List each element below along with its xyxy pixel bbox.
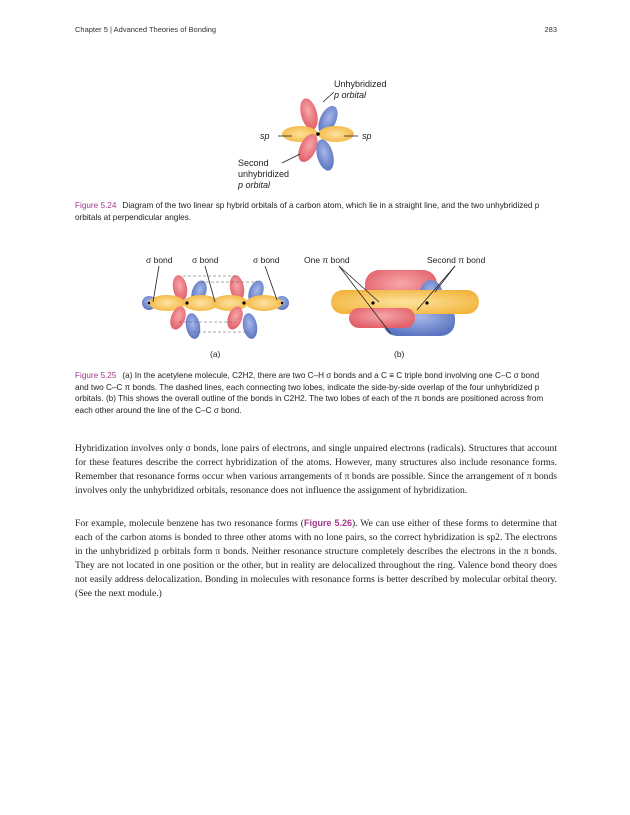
label-a: (a) — [210, 349, 221, 359]
label-second-unhybridized: unhybridized — [238, 169, 290, 179]
figure-label: Figure 5.24 — [75, 201, 117, 210]
paragraph-text-start: For example, molecule benzene has two resonance forms ( — [75, 518, 304, 529]
label-sp-right: sp — [362, 131, 372, 141]
label-b: (b) — [394, 349, 405, 359]
sp-lobe-right — [318, 126, 354, 142]
label-sp-left: sp — [260, 131, 270, 141]
paragraph-text-end: ). We can use either of these forms to determine that each of the carbon atoms is bonded to three other atoms with no lone pairs, so the correct hybridization is sp2. The electrons in the unhybridized p orbitals form π bonds. Neither resonance structure completely describes the electrons in the π bonds. They are not located in one position or the other, but in reality are delocalized throughout the ring. Valence bond theory does not easily address delocalization. Bonding in molecules with resonance forms is better described by molecular orbital theory. (See the next module.) — [75, 518, 557, 600]
label-p-orbital: p orbital — [334, 90, 367, 100]
figure-label: Figure 5.25 — [75, 371, 117, 380]
figure-5-26-link[interactable]: Figure 5.26 — [303, 518, 352, 528]
label-second: Second — [238, 158, 269, 168]
label-second-pi-bond: Second π bond — [427, 255, 486, 265]
paragraph-hybridization: Hybridization involves only σ bonds, lone pairs of electrons, and single unpaired electrons (radicals). Structures that account for these features describe the correct hybridization of the atoms. However, many structures also include resonance forms. Remember that resonance forms occur when various arrangements of π bonds are possible. Since the arrangement of π bonds involves only the unhybridized orbitals, resonance does not influence the assignment of hybridization. — [75, 443, 557, 497]
figure-5-25-diagram — [135, 252, 505, 362]
label-second-p-orbital: p orbital — [238, 180, 271, 190]
page-number: 283 — [544, 25, 557, 34]
label-unhybridized: Unhybridized — [334, 79, 387, 89]
caption-text: Diagram of the two linear sp hybrid orbitals of a carbon atom, which lie in a straight line, and the two unhybridized p orbitals at perpendicular angles. — [75, 201, 540, 222]
figure-5-25-caption — [75, 370, 555, 416]
paragraph-benzene — [75, 516, 557, 602]
carbon-nucleus — [316, 132, 320, 136]
label-sigma-bond-3: σ bond — [253, 255, 280, 265]
acetylene-outline-b — [331, 266, 479, 336]
label-one-pi-bond: One π bond — [304, 255, 350, 265]
figure-5-24-caption — [75, 200, 555, 223]
figure-5-24-diagram — [228, 72, 408, 196]
label-sigma-bond-1: σ bond — [146, 255, 173, 265]
caption-text: (a) In the acetylene molecule, C2H2, there are two C–H σ bonds and a C ≡ C triple bond involving one C–C σ bond and two C–C π bonds. The dashed lines, each connecting two lobes, indicate the side-by-side overlap of the four unhybridized p orbitals. (b) This shows the overall outline of the bonds in C2H2. The two lobes of each of the π bonds are positioned across from each other around the line of the C–C σ bond. — [75, 371, 544, 415]
label-sigma-bond-2: σ bond — [192, 255, 219, 265]
acetylene-orbitals-a — [142, 266, 289, 340]
chapter-title: Chapter 5 | Advanced Theories of Bonding — [75, 25, 217, 34]
